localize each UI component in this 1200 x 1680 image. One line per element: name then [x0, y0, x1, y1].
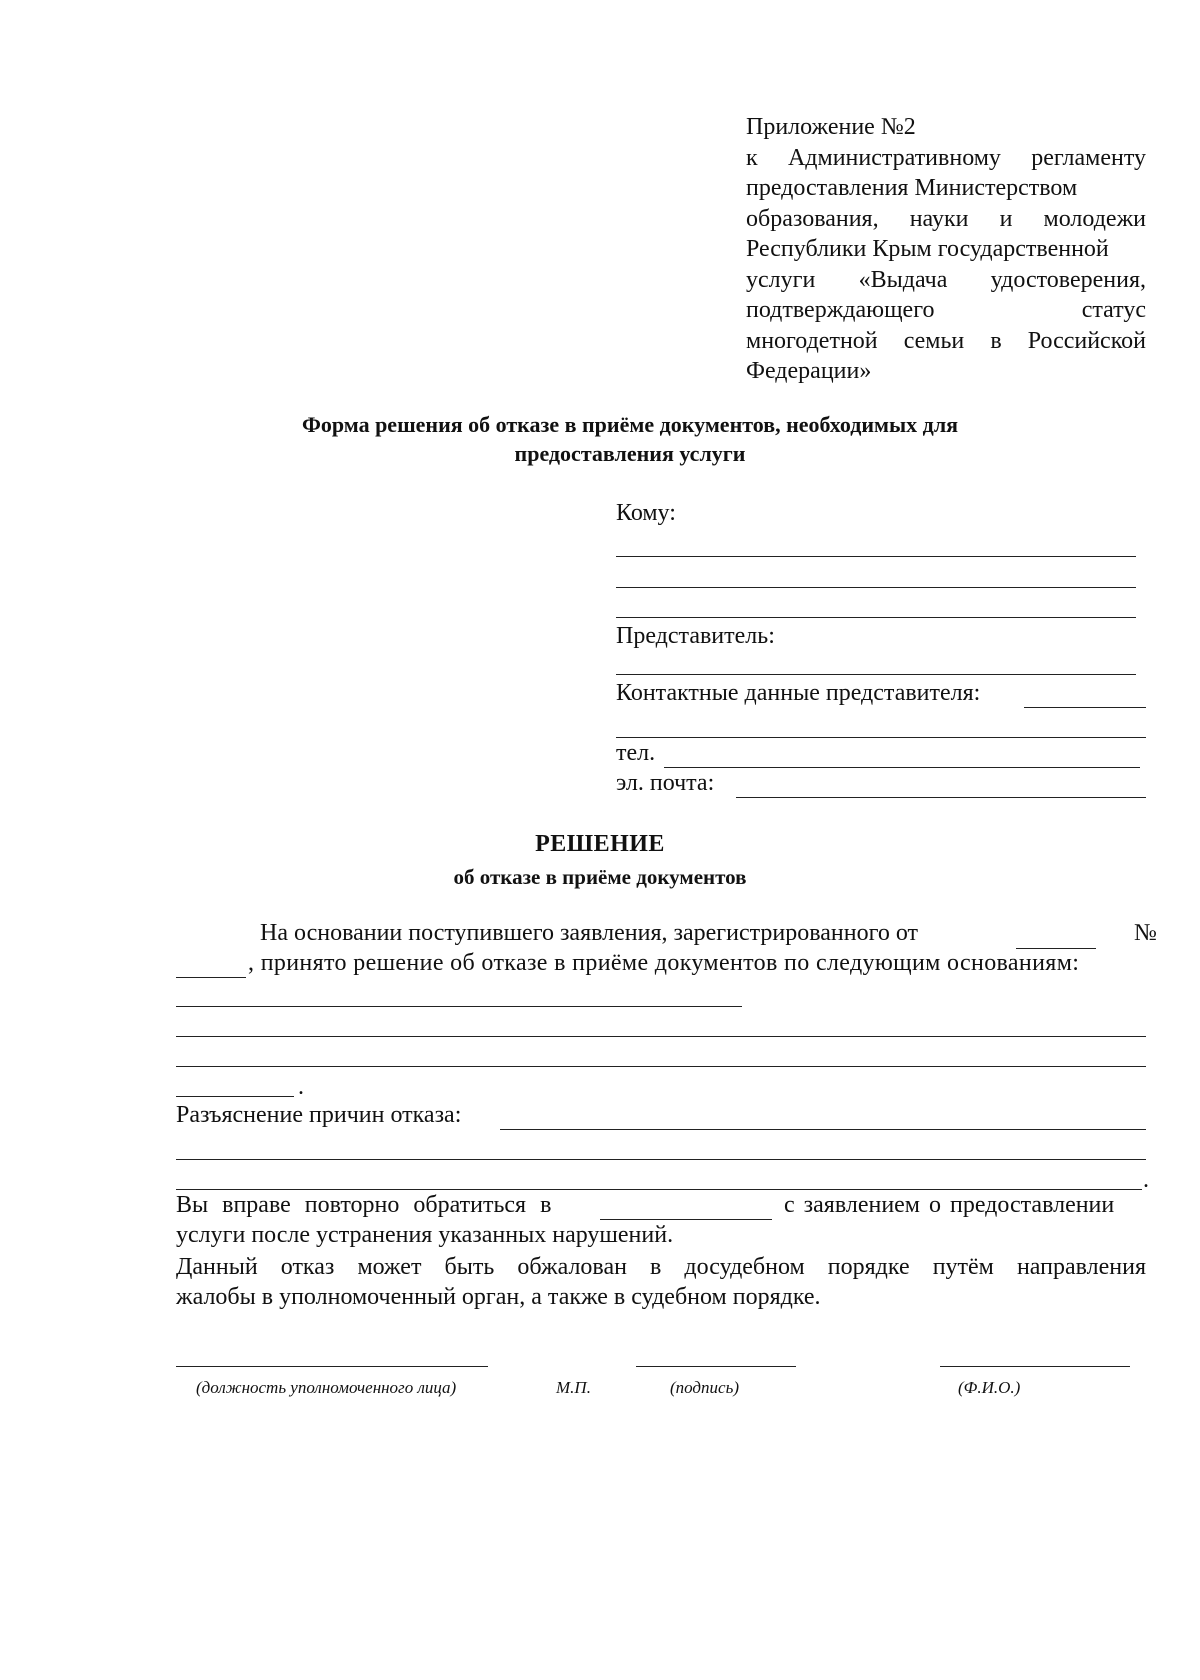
signature-line[interactable]	[636, 1366, 796, 1367]
email-label: эл. почта:	[616, 770, 715, 796]
reapply-text-part2: с заявлением о предоставлении	[784, 1192, 1115, 1218]
appendix-header	[746, 112, 1146, 387]
appendix-line: Республики Крым государственной	[746, 236, 1109, 262]
contacts-field-line-1[interactable]	[1024, 707, 1146, 708]
form-title-line2: предоставления услуги	[514, 441, 746, 466]
reapply-text-part1: Вы вправе повторно обратиться в	[176, 1192, 552, 1218]
appendix-line: услуги «Выдача удостоверения,	[746, 266, 1146, 293]
explanation-field-line-2[interactable]	[176, 1159, 1146, 1160]
decision-title	[300, 827, 900, 893]
grounds-field-line-1[interactable]	[176, 1006, 742, 1007]
form-title-line1: Форма решения об отказе в приёме документов, необходимых для	[301, 412, 959, 437]
email-field-line[interactable]	[736, 797, 1146, 798]
appendix-line: предоставления Министерством	[746, 175, 1078, 201]
grounds-period: .	[298, 1074, 304, 1100]
authority-field-line[interactable]	[600, 1219, 772, 1220]
number-field-line[interactable]	[176, 977, 246, 978]
grounds-field-line-3[interactable]	[176, 1066, 1146, 1067]
appendix-line: многодетной семьи в Российской	[746, 327, 1146, 354]
explanation-label: Разъяснение причин отказа:	[176, 1102, 462, 1128]
reapply-text-line2: услуги после устранения указанных нарушений.	[176, 1222, 674, 1248]
number-sign: №	[1134, 920, 1157, 946]
appeal-text-line1: Данный отказ может быть обжалован в досудебном порядке путём направления	[176, 1254, 1146, 1280]
appendix-line: Федерации»	[746, 358, 872, 384]
form-title	[180, 410, 1080, 468]
stamp-caption: М.П.	[556, 1378, 591, 1397]
representative-field-line[interactable]	[616, 674, 1136, 675]
decision-subheading: об отказе в приёме документов	[453, 865, 747, 889]
date-field-line[interactable]	[1016, 948, 1096, 949]
to-field-line-1[interactable]	[616, 556, 1136, 557]
appendix-line: подтверждающего статус	[746, 297, 1146, 323]
appendix-line: образования, науки и молодежи	[746, 205, 1146, 232]
phone-label: тел.	[616, 740, 656, 766]
appeal-paragraph	[176, 1252, 1146, 1312]
intro-text-part1: На основании поступившего заявления, зарегистрированного от	[260, 920, 919, 946]
representative-label: Представитель:	[616, 623, 775, 649]
sign-caption: (подпись)	[670, 1378, 739, 1397]
grounds-field-line-2[interactable]	[176, 1036, 1146, 1037]
to-field-line-2[interactable]	[616, 587, 1136, 588]
to-field-line-3[interactable]	[616, 617, 1136, 618]
name-caption: (Ф.И.О.)	[958, 1378, 1021, 1397]
contacts-label: Контактные данные представителя:	[616, 680, 981, 706]
position-caption: (должность уполномоченного лица)	[196, 1378, 457, 1397]
explanation-field-line-3[interactable]	[176, 1189, 1142, 1190]
to-label: Кому:	[616, 500, 676, 526]
grounds-field-line-4[interactable]	[176, 1096, 294, 1097]
decision-heading: РЕШЕНИЕ	[535, 831, 665, 857]
phone-field-line[interactable]	[664, 767, 1140, 768]
appendix-line: к Административному регламенту	[746, 144, 1146, 171]
appeal-text-line2: жалобы в уполномоченный орган, а также в судебном порядке.	[176, 1284, 821, 1310]
explanation-field-line-1[interactable]	[500, 1129, 1146, 1130]
contacts-field-line-2[interactable]	[616, 737, 1146, 738]
appendix-line: Приложение №2	[746, 114, 916, 140]
name-signature-line[interactable]	[940, 1366, 1130, 1367]
explanation-period: .	[1143, 1167, 1149, 1193]
position-signature-line[interactable]	[176, 1366, 488, 1367]
intro-text-part2: , принято решение об отказе в приёме документов по следующим основаниям:	[248, 950, 1080, 976]
